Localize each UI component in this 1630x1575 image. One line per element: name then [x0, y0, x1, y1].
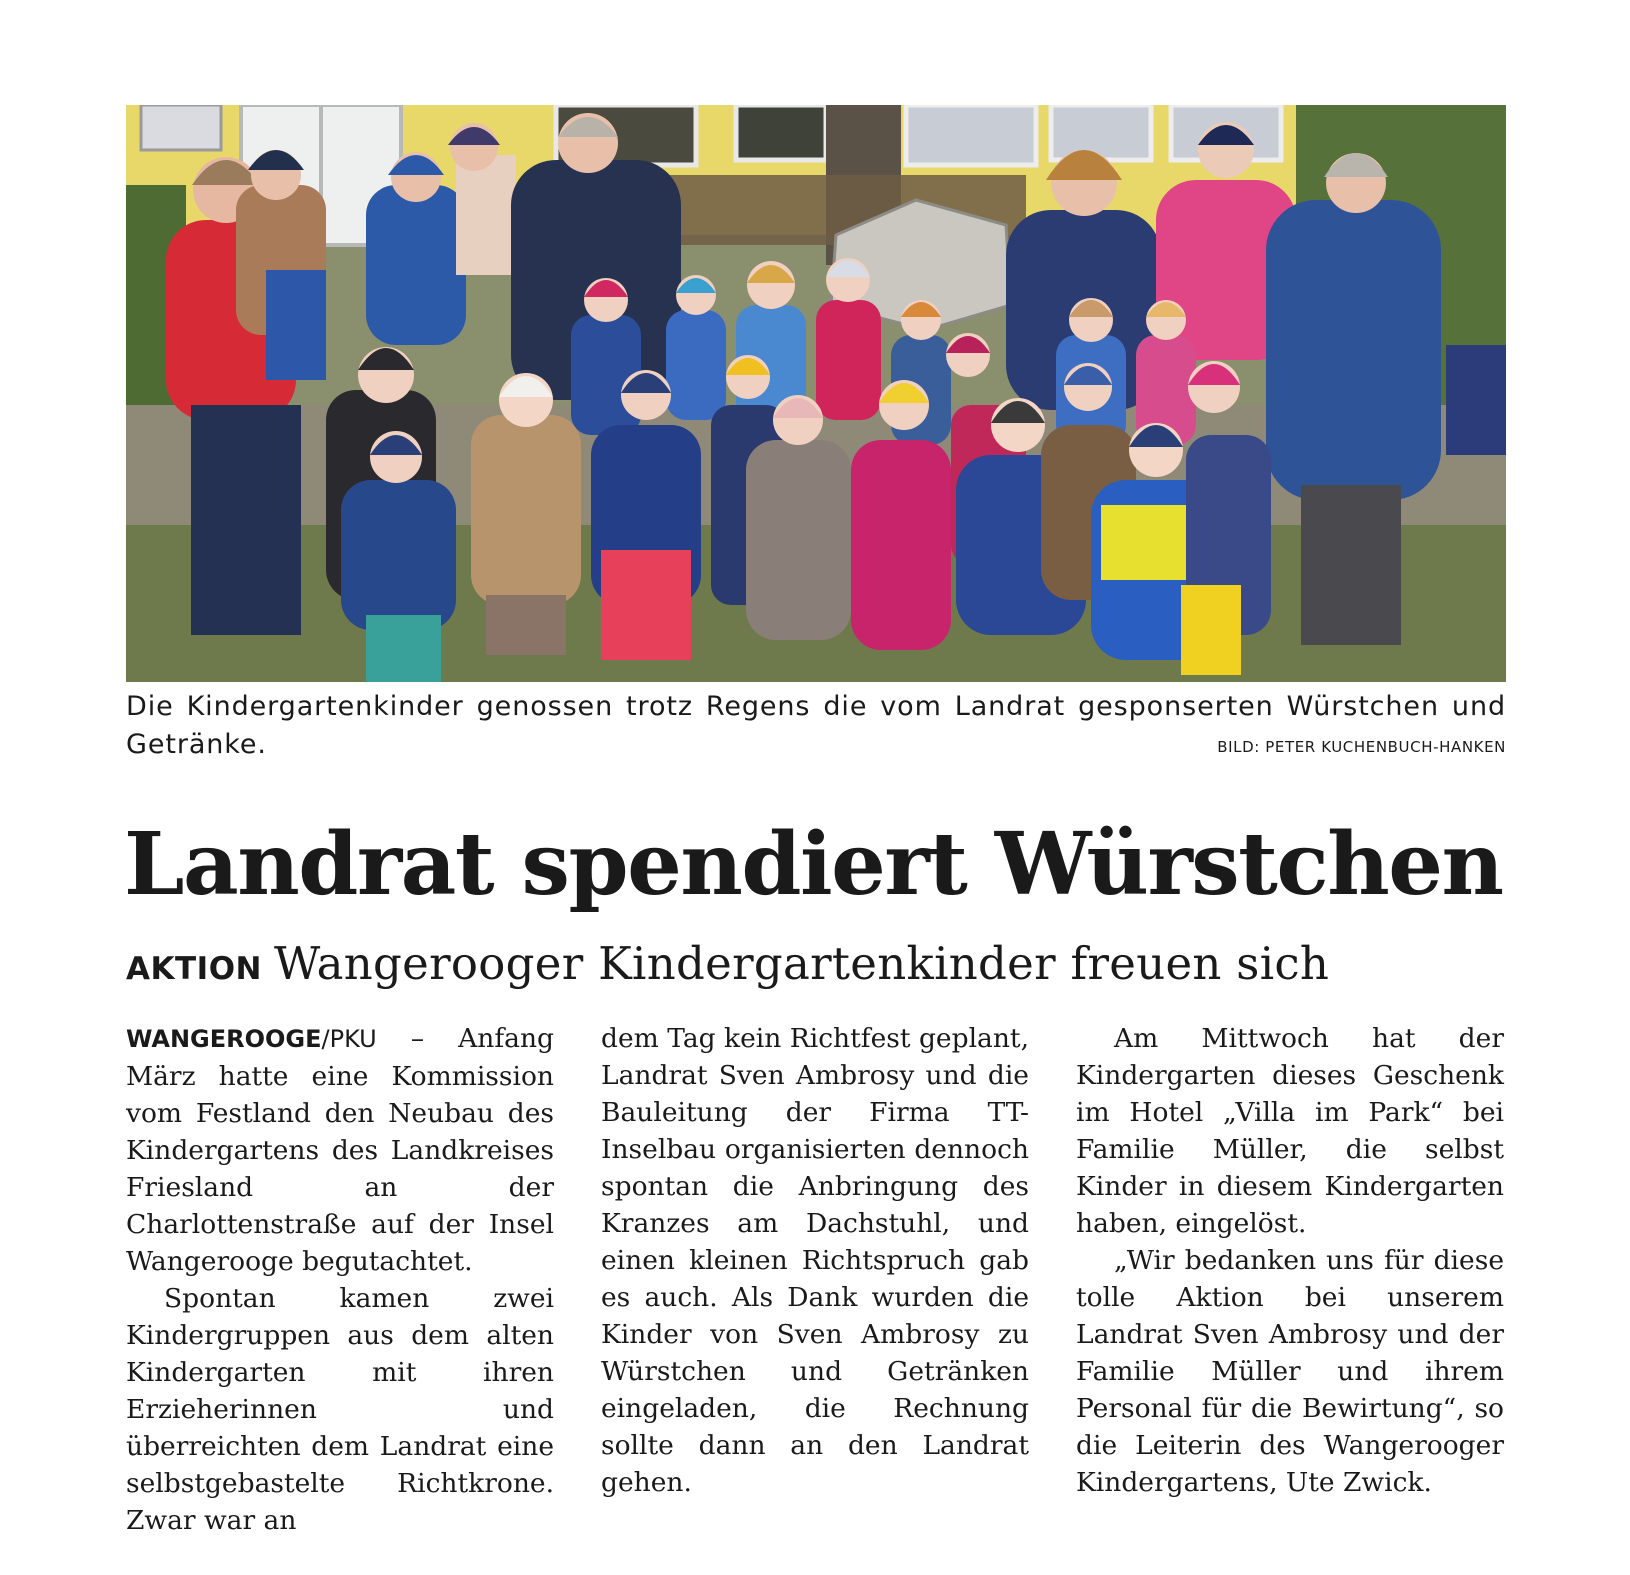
agency-code: /PKU [321, 1025, 377, 1053]
subtitle: Wangerooger Kindergartenkinder freuen sich [274, 937, 1330, 990]
group-photo-illustration [126, 105, 1506, 682]
article-paragraph: Am Mittwoch hat der Kindergarten dieses Geschenk im Hotel „Villa im Park“ bei Familie Müller, die selbst Kinder in diesem Kindergarten haben, eingelöst. [1076, 1023, 1504, 1239]
paragraph-text: – Anfang März hatte eine Kommission vom Festland den Neubau des Kindergartens des Landkreises Friesland an der Charlottenstraße auf der Insel Wangerooge begutachtet. [126, 1023, 554, 1277]
article-paragraph [126, 1020, 554, 1280]
article-column-2 [601, 1020, 1029, 1501]
photo-caption: Die Kindergartenkinder genossen trotz Regens die vom Landrat gesponserten Würstchen und Getränke. [126, 691, 1506, 760]
article-column-3 [1076, 1020, 1504, 1501]
article-photo [126, 105, 1506, 682]
article-paragraph: Spontan kamen zwei Kindergruppen aus dem alten Kindergarten mit ihren Erzieherinnen und überreichten dem Landrat eine selbstgebastelte Richtkrone. Zwar war an [126, 1283, 554, 1536]
photo-credit: BILD: PETER KUCHENBUCH-HANKEN [1217, 738, 1506, 756]
article-paragraph: dem Tag kein Richtfest geplant, Landrat Sven Ambrosy und die Bauleitung der Firma TT-Inselbau organisierten dennoch spontan die Anbringung des Kranzes am Dachstuhl, und einen kleinen Richtspruch gab es auch. Als Dank wurden die Kinder von Sven Ambrosy zu Würstchen und Getränken eingeladen, die Rechnung sollte dann an den Landrat gehen. [601, 1023, 1029, 1498]
article-paragraph: „Wir bedanken uns für diese tolle Aktion bei unserem Landrat Sven Ambrosy und der Familie Müller und ihrem Personal für die Bewirtung“, so die Leiterin des Wangerooger Kindergartens, Ute Zwick. [1076, 1245, 1504, 1498]
subheadline [126, 937, 1329, 990]
dateline: WANGEROOGE [126, 1025, 322, 1053]
kicker-label: AKTION [126, 951, 262, 987]
article-column-1 [126, 1020, 554, 1539]
headline: Landrat spendiert Würstchen [124, 814, 1503, 915]
